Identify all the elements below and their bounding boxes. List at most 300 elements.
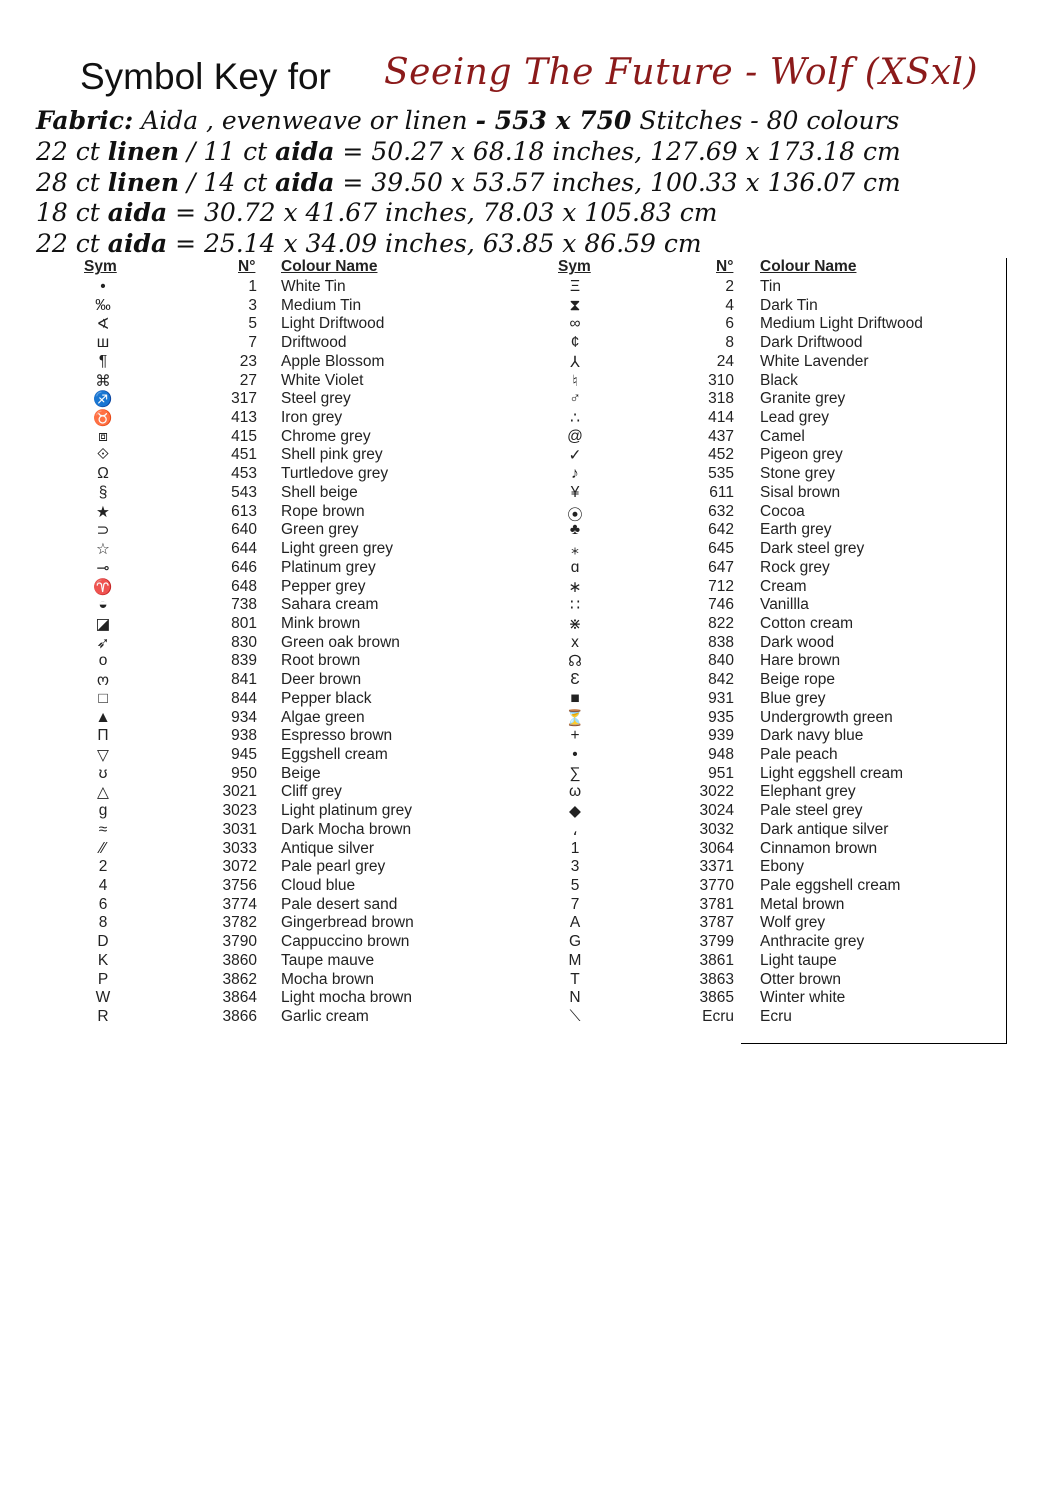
colour-name: Earth grey	[760, 521, 832, 539]
colour-name: Mocha brown	[281, 970, 375, 988]
symbol-glyph: ■	[570, 689, 580, 707]
colour-number: 801	[231, 614, 257, 632]
colour-name: Dark Tin	[760, 296, 818, 314]
table-right-border	[1006, 258, 1007, 1044]
symbol-glyph: 3	[570, 858, 580, 876]
key-row	[0, 727, 864, 746]
colour-number: 611	[709, 483, 734, 501]
stitches-sep: -	[475, 106, 495, 135]
symbol-glyph: ◆	[569, 803, 581, 821]
symbol-glyph: ⁄⁄	[100, 839, 106, 857]
colour-name: Garlic cream	[281, 1008, 369, 1026]
colour-number: 3031	[222, 820, 257, 838]
colour-number: 318	[708, 390, 734, 408]
colour-name: Beige rope	[760, 671, 835, 689]
symbol-glyph: ⧈	[98, 427, 108, 445]
colour-number: 27	[239, 371, 257, 389]
colour-number: 2	[725, 278, 734, 295]
colour-name: Granite grey	[760, 390, 846, 408]
key-row	[0, 858, 804, 877]
symbol-glyph: K	[97, 951, 109, 969]
colour-number: 746	[708, 596, 734, 614]
colour-number: 951	[708, 764, 734, 782]
colour-number: 452	[708, 446, 734, 464]
colour-number: 646	[231, 558, 257, 576]
symbol-glyph: x	[571, 633, 579, 651]
colour-name: Mink brown	[281, 614, 361, 632]
size-bold: aida	[275, 137, 335, 166]
size-text: 28 ct	[36, 168, 108, 197]
colour-name: Pale desert sand	[281, 895, 398, 913]
colour-number: 3024	[699, 802, 734, 820]
symbol-glyph: ‰	[95, 296, 111, 314]
colour-number: 453	[231, 465, 257, 483]
colour-number: 7	[248, 334, 257, 352]
colour-number: 415	[231, 427, 257, 445]
title-prefix: Symbol Key for	[80, 56, 331, 97]
colour-name: Otter brown	[760, 970, 841, 988]
symbol-glyph: ♈	[93, 578, 113, 596]
colour-name: Shell beige	[281, 483, 358, 501]
key-row	[0, 708, 893, 728]
size-text: 22 ct	[36, 137, 108, 166]
header-num: N°	[238, 258, 256, 275]
colour-number: 3787	[699, 914, 734, 932]
colour-number: 3862	[222, 970, 257, 988]
colour-name: Eggshell cream	[281, 746, 388, 763]
colour-number: 613	[231, 502, 257, 520]
symbol-glyph: o	[98, 652, 108, 670]
colour-number: 3861	[699, 951, 734, 969]
colour-name: Dark Mocha brown	[281, 820, 412, 838]
symbol-glyph: 2	[98, 858, 108, 876]
symbol-glyph: ⦿	[567, 506, 583, 524]
symbol-glyph: ،	[572, 821, 578, 839]
colour-number: 23	[239, 352, 257, 370]
symbol-glyph: □	[98, 689, 108, 707]
key-row	[0, 558, 830, 578]
symbol-glyph: G	[568, 933, 582, 951]
size-bold: aida	[107, 198, 168, 227]
colour-number: 414	[708, 409, 734, 427]
colour-number: 5	[248, 315, 257, 333]
colour-number: Ecru	[702, 1008, 734, 1026]
key-row	[0, 296, 818, 316]
colour-number: 24	[716, 352, 734, 370]
colour-number: 844	[231, 689, 257, 707]
size-text: = 50.27 x 68.18 inches, 127.69 x 173.18 cm	[334, 137, 901, 166]
colour-name: Cream	[760, 577, 807, 595]
key-row	[0, 371, 798, 391]
symbol-glyph: 8	[98, 914, 108, 932]
colour-number: 841	[231, 671, 257, 689]
colour-number: 840	[708, 652, 734, 670]
colour-number: 3863	[699, 970, 734, 988]
symbol-glyph: P	[97, 970, 109, 988]
key-row	[0, 427, 805, 447]
key-row	[0, 783, 856, 802]
symbol-glyph: ¢	[570, 334, 580, 352]
colour-name: Dark antique silver	[760, 820, 889, 838]
symbol-glyph: ⁎	[571, 541, 579, 559]
size-text: / 11 ct	[179, 137, 276, 166]
colour-number: 3022	[699, 783, 734, 801]
colour-name: Gingerbread brown	[281, 914, 414, 932]
key-row	[0, 746, 838, 765]
colour-name: Pale peach	[760, 746, 838, 763]
symbol-glyph: A	[569, 914, 581, 932]
size-line-18ct-aida	[36, 198, 717, 227]
size-bold: linen	[107, 137, 180, 166]
colour-number: 640	[231, 521, 257, 539]
colour-name: Taupe mauve	[281, 951, 375, 969]
symbol-glyph: ♂	[569, 390, 581, 408]
colour-name: Pale steel grey	[760, 802, 863, 820]
colour-name: Light Driftwood	[281, 315, 385, 333]
colour-name: Tin	[760, 278, 781, 295]
colour-number: 535	[708, 465, 734, 483]
colour-number: 8	[725, 334, 734, 352]
colour-name: Sahara cream	[281, 596, 379, 614]
fabric-text: Aida , evenweave or linen	[133, 106, 476, 135]
colour-number: 3023	[222, 802, 257, 820]
symbol-glyph: ⌘	[95, 372, 111, 390]
size-line-28ct-linen	[36, 168, 901, 197]
symbol-glyph: @	[567, 427, 583, 445]
colour-name: Ecru	[760, 1008, 792, 1026]
key-row	[0, 540, 865, 559]
key-row	[0, 502, 805, 524]
symbol-glyph: ⅄	[570, 353, 580, 371]
symbol-glyph: ⟐	[96, 446, 110, 464]
symbol-glyph: ▽	[97, 747, 109, 764]
symbol-glyph: ⟍	[569, 1008, 581, 1026]
colour-number: 3032	[699, 820, 734, 838]
colour-name: Dark wood	[760, 633, 835, 651]
colour-name: Pale pearl grey	[281, 858, 386, 876]
key-row	[0, 521, 832, 540]
table-bottom-border	[741, 1043, 1007, 1044]
colour-number: 822	[708, 614, 734, 632]
symbol-glyph: ω	[568, 783, 582, 801]
colour-name: Espresso brown	[281, 727, 393, 745]
colour-name: Dark navy blue	[760, 727, 864, 745]
colour-name: Cloud blue	[281, 877, 356, 895]
colour-number: 3371	[699, 858, 734, 876]
symbol-glyph: ო	[96, 672, 110, 690]
symbol-glyph: ⊸	[96, 559, 110, 577]
symbol-glyph: §	[98, 483, 108, 501]
colour-number: 642	[708, 521, 734, 539]
colour-number: 647	[708, 558, 734, 576]
header-colour-name: Colour Name	[281, 258, 378, 275]
colour-name: White Violet	[281, 371, 364, 389]
colour-name: Metal brown	[760, 895, 845, 913]
colour-name: Chrome grey	[281, 427, 371, 445]
symbol-glyph: 1	[570, 839, 580, 857]
symbol-glyph: ∑	[569, 764, 581, 782]
colour-name: Cinnamon brown	[760, 839, 878, 857]
colour-number: 938	[231, 727, 257, 745]
colour-name: Undergrowth green	[760, 708, 893, 726]
colour-name: Light eggshell cream	[760, 764, 904, 782]
key-row	[0, 409, 829, 428]
colour-name: Cotton cream	[760, 614, 854, 632]
colour-name: Algae green	[281, 708, 365, 726]
symbol-glyph: ◪	[95, 615, 111, 633]
colour-number: 451	[231, 446, 257, 464]
colour-name: Rope brown	[281, 502, 365, 520]
colour-number: 3770	[699, 877, 734, 895]
colour-number: 437	[708, 427, 734, 445]
symbol-glyph: ➶	[96, 634, 110, 652]
colour-number: 3860	[222, 951, 257, 969]
colour-name: Green oak brown	[281, 633, 400, 651]
colour-number: 3799	[699, 933, 734, 951]
colour-number: 838	[708, 633, 734, 651]
colour-name: Cliff grey	[281, 783, 342, 801]
symbol-glyph: ⧗	[569, 296, 581, 314]
colour-name: Cappuccino brown	[281, 933, 410, 951]
colour-name: Anthracite grey	[760, 933, 865, 951]
stitches-dims: 553 x 750	[494, 106, 632, 135]
colour-name: Lead grey	[760, 409, 829, 427]
colour-number: 648	[231, 577, 257, 595]
colour-number: 3064	[699, 839, 734, 857]
colour-name: Sisal brown	[760, 483, 841, 501]
symbol-glyph: ʊ	[98, 764, 108, 782]
symbol-glyph: ⋇	[568, 615, 582, 633]
size-line-22ct-aida	[36, 229, 702, 258]
symbol-glyph: ✓	[568, 447, 582, 465]
key-row	[0, 633, 835, 653]
symbol-glyph: M	[568, 951, 582, 969]
colour-name: Shell pink grey	[281, 446, 383, 464]
colour-number: 632	[708, 502, 734, 520]
header-colour-name: Colour Name	[760, 258, 857, 275]
colour-name: Steel grey	[281, 390, 351, 408]
colour-name: Hare brown	[760, 652, 841, 670]
colour-name: White Lavender	[760, 352, 869, 370]
colour-name: Cocoa	[760, 502, 805, 520]
symbol-glyph: ∷	[570, 597, 580, 615]
symbol-glyph: •	[100, 278, 106, 295]
key-row	[0, 577, 807, 597]
size-text: 18 ct	[36, 198, 108, 227]
symbol-glyph: 7	[570, 895, 580, 913]
symbol-glyph: △	[97, 784, 109, 802]
colour-number: 3021	[222, 783, 257, 801]
colour-number: 413	[231, 409, 257, 427]
key-row	[0, 895, 845, 915]
colour-number: 950	[231, 764, 257, 782]
size-line-22ct-linen	[36, 137, 901, 166]
size-text: = 39.50 x 53.57 inches, 100.33 x 136.07 cm	[334, 168, 901, 197]
symbol-glyph: ♣	[569, 521, 581, 539]
key-row	[0, 1008, 792, 1027]
colour-name: Pigeon grey	[760, 446, 843, 464]
symbol-glyph: •	[572, 746, 578, 763]
symbol-glyph: R	[97, 1008, 109, 1026]
colour-name: Light platinum grey	[281, 802, 412, 820]
key-row	[0, 933, 865, 952]
header-sym: Sym	[558, 258, 591, 275]
colour-number: 3782	[222, 914, 257, 932]
symbol-glyph: ◒	[98, 596, 108, 614]
colour-number: 543	[231, 483, 257, 501]
key-row	[0, 652, 841, 671]
colour-name: Light taupe	[760, 951, 837, 969]
colour-number: 1	[248, 278, 257, 295]
symbol-glyph: 4	[98, 877, 108, 895]
colour-name: Stone grey	[760, 465, 835, 483]
symbol-glyph: ш	[96, 334, 110, 352]
colour-name: Root brown	[281, 652, 361, 670]
colour-name: Pale eggshell cream	[760, 877, 901, 895]
colour-number: 839	[231, 652, 257, 670]
symbol-glyph: ♮	[572, 372, 578, 390]
colour-number: 317	[231, 390, 257, 408]
colour-name: Pepper grey	[281, 577, 366, 595]
colour-number: 3864	[222, 989, 257, 1007]
key-row	[0, 802, 863, 821]
symbol-glyph: T	[570, 970, 580, 988]
colour-number: 3866	[222, 1008, 257, 1026]
colour-name: Light mocha brown	[281, 989, 412, 1007]
colour-name: Vanillla	[760, 596, 809, 614]
colour-number: 3865	[699, 989, 734, 1007]
symbol-glyph: Ξ	[569, 278, 581, 295]
colour-number: 712	[708, 577, 734, 595]
header-sym: Sym	[84, 258, 117, 275]
key-row	[0, 877, 901, 896]
colour-number: 310	[708, 371, 734, 389]
symbol-glyph: ★	[96, 503, 110, 521]
header-num: N°	[716, 258, 734, 275]
colour-name: Blue grey	[760, 689, 826, 707]
colour-name: Medium Tin	[281, 296, 362, 314]
symbol-glyph: 6	[98, 895, 108, 913]
colour-name: White Tin	[281, 278, 346, 295]
key-row	[0, 671, 835, 690]
colour-name: Winter white	[760, 989, 846, 1007]
symbol-glyph: ∞	[569, 315, 581, 333]
key-row	[0, 334, 863, 353]
symbol-glyph: ≈	[98, 820, 108, 838]
colour-number: 939	[708, 727, 734, 745]
colour-number: 842	[708, 671, 734, 689]
pattern-name: Seeing The Future - Wolf (XSxl)	[384, 52, 978, 93]
colour-number: 3790	[222, 933, 257, 951]
colour-name: Black	[760, 371, 798, 389]
colour-name: Light green grey	[281, 540, 394, 558]
colour-name: Rock grey	[760, 558, 830, 576]
size-bold: aida	[275, 168, 335, 197]
colour-name: Dark steel grey	[760, 540, 865, 558]
key-row	[0, 596, 809, 615]
colour-name: Antique silver	[281, 839, 375, 857]
colour-name: Pepper black	[281, 689, 372, 707]
symbol-glyph: ▲	[95, 708, 111, 726]
fabric-label: Fabric:	[36, 106, 134, 135]
size-text: = 30.72 x 41.67 inches, 78.03 x 105.83 cm	[167, 198, 718, 227]
size-bold: aida	[107, 229, 168, 258]
colour-name: Beige	[281, 764, 321, 782]
key-row	[0, 970, 841, 990]
colour-number: 935	[708, 708, 734, 726]
colour-number: 830	[231, 633, 257, 651]
key-row	[0, 483, 841, 503]
symbol-glyph: Π	[97, 727, 109, 745]
colour-name: Deer brown	[281, 671, 362, 689]
symbol-glyph: ∗	[568, 578, 582, 596]
colour-number: 934	[231, 708, 257, 726]
colour-number: 3072	[222, 858, 257, 876]
symbol-glyph: ☊	[568, 653, 582, 671]
key-row	[0, 614, 854, 634]
symbol-glyph: ♉	[93, 410, 113, 428]
colour-name: Platinum grey	[281, 558, 376, 576]
symbol-glyph: Ω	[97, 465, 109, 483]
symbol-glyph: N	[569, 989, 581, 1007]
key-row	[0, 465, 835, 484]
symbol-glyph: ¶	[98, 352, 108, 370]
symbol-glyph: ¥	[570, 483, 580, 501]
colour-name: Turtledove grey	[281, 465, 389, 483]
colour-number: 3	[248, 296, 257, 314]
colour-name: Camel	[760, 427, 805, 445]
symbol-glyph: ☆	[96, 541, 110, 559]
symbol-glyph: ♪	[571, 465, 579, 483]
key-row	[0, 764, 904, 784]
colour-number: 738	[231, 596, 257, 614]
symbol-glyph: D	[97, 933, 109, 951]
size-bold: linen	[107, 168, 180, 197]
key-row	[0, 390, 846, 409]
key-row	[0, 989, 846, 1008]
symbol-glyph: ɑ	[570, 558, 580, 576]
symbol-glyph: ⏳	[565, 709, 585, 727]
size-text: 22 ct	[36, 229, 108, 258]
key-row	[0, 446, 843, 465]
colour-number: 644	[231, 540, 257, 558]
key-row	[0, 951, 837, 971]
symbol-glyph: ∴	[570, 410, 580, 428]
colour-number: 931	[708, 689, 734, 707]
colour-name: Green grey	[281, 521, 359, 539]
key-row	[0, 352, 869, 372]
colour-number: 948	[708, 746, 734, 763]
page-title	[80, 52, 1040, 112]
symbol-glyph: Ɛ	[570, 671, 580, 689]
colour-number: 6	[725, 315, 734, 333]
symbol-glyph: 5	[570, 877, 580, 895]
colour-name: Iron grey	[281, 409, 343, 427]
colour-number: 3781	[699, 895, 734, 913]
colour-name: Driftwood	[281, 334, 347, 352]
key-row	[0, 839, 878, 859]
key-row	[0, 278, 781, 297]
symbol-glyph: ♐	[93, 391, 113, 409]
colour-number: 3774	[222, 895, 257, 913]
size-text: = 25.14 x 34.09 inches, 63.85 x 86.59 cm	[167, 229, 702, 258]
symbol-glyph: g	[98, 802, 108, 820]
colour-number: 3033	[222, 839, 257, 857]
key-row	[0, 689, 826, 709]
colour-name: Wolf grey	[760, 914, 826, 932]
key-row	[0, 820, 889, 840]
key-row	[0, 914, 826, 933]
